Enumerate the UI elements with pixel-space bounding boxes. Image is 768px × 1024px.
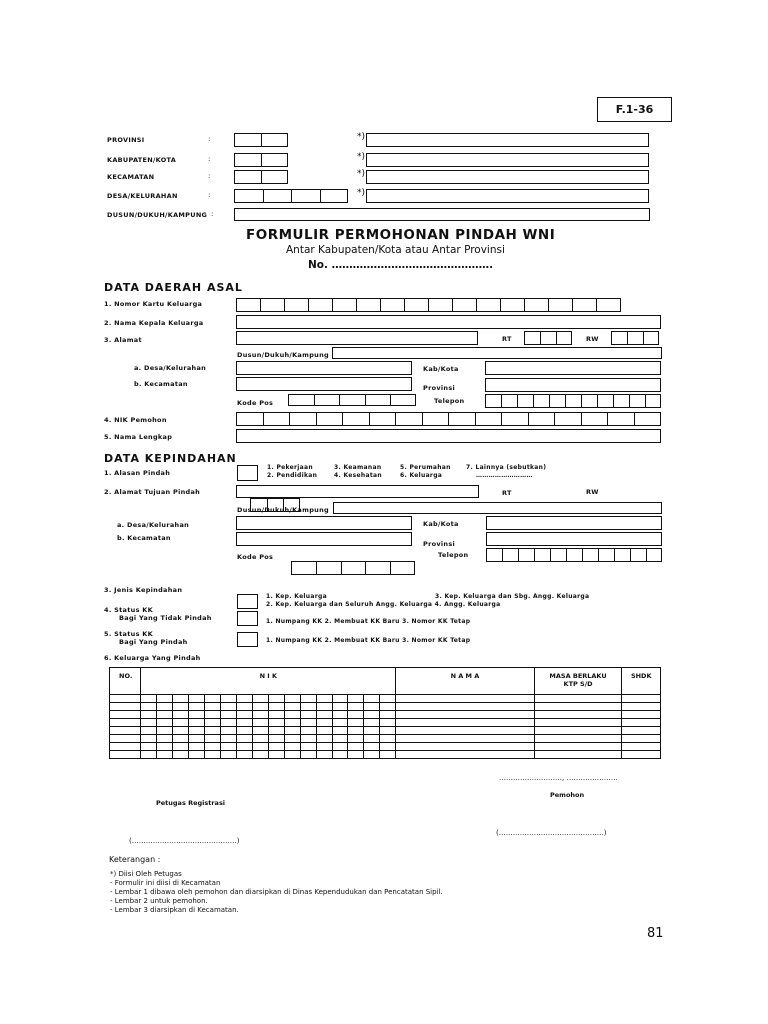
table-cell[interactable] (534, 751, 622, 759)
table-cell[interactable] (205, 703, 221, 711)
kabkota-label: KABUPATEN/KOTA (107, 156, 177, 164)
table-cell[interactable] (284, 743, 300, 751)
asal-kodepos-label: Kode Pos (237, 399, 274, 407)
table-cell[interactable] (364, 751, 380, 759)
table-cell[interactable] (205, 751, 221, 759)
tujuan-kab-input[interactable] (486, 516, 662, 530)
table-cell[interactable] (534, 719, 622, 727)
tujuan-alamat-input[interactable] (236, 485, 479, 498)
asal-desa-input[interactable] (236, 361, 412, 375)
table-cell[interactable] (622, 735, 661, 743)
table-cell[interactable] (364, 743, 380, 751)
table-cell[interactable] (534, 703, 622, 711)
alasan-opt-7: 7. Lainnya (sebutkan) (466, 464, 547, 471)
table-cell[interactable] (189, 735, 205, 743)
table-cell[interactable] (173, 727, 189, 735)
alasan-opt-5: 5. Perumahan (400, 464, 451, 471)
table-cell[interactable] (380, 711, 396, 719)
table-cell[interactable] (252, 743, 268, 751)
alasan-input[interactable] (237, 465, 258, 481)
table-cell[interactable] (157, 727, 173, 735)
table-cell[interactable] (252, 695, 268, 703)
table-row[interactable] (110, 703, 661, 711)
table-cell[interactable] (110, 735, 141, 743)
table-cell[interactable] (141, 695, 157, 703)
table-cell[interactable] (173, 735, 189, 743)
table-cell[interactable] (236, 751, 252, 759)
form-title: FORMULIR PERMOHONAN PINDAH WNI (246, 227, 556, 243)
kabkota-name-input[interactable] (366, 153, 649, 167)
table-cell[interactable] (364, 711, 380, 719)
form-number: No. ………………………………………. (308, 259, 494, 271)
table-cell[interactable] (157, 695, 173, 703)
pemohon-label: Pemohon (550, 791, 585, 799)
status-tidak-input[interactable] (237, 611, 258, 626)
asal-desa-label: a. Desa/Kelurahan (134, 364, 207, 372)
table-cell[interactable] (157, 703, 173, 711)
table-cell[interactable] (141, 751, 157, 759)
kecamatan-star: *) (357, 169, 366, 179)
alasan-opt-6: 6. Keluarga (400, 472, 443, 479)
table-cell[interactable] (348, 719, 364, 727)
col-nik-label: N I K (259, 672, 277, 680)
table-cell[interactable] (236, 735, 252, 743)
status-pindah-options: 1. Numpang KK 2. Membuat KK Baru 3. Nomor KK Tetap (266, 637, 471, 644)
table-row[interactable] (110, 743, 661, 751)
table-cell[interactable] (316, 743, 332, 751)
section-daerah-asal: DATA DAERAH ASAL (104, 281, 243, 294)
col-no-header (110, 668, 141, 695)
asal-alamat-label: 3. Alamat (104, 336, 142, 344)
table-cell[interactable] (252, 703, 268, 711)
table-cell[interactable] (110, 719, 141, 727)
table-cell[interactable] (364, 719, 380, 727)
asal-kec-input[interactable] (236, 377, 412, 391)
table-cell[interactable] (268, 727, 284, 735)
dusun-label: DUSUN/DUKUH/KAMPUNG (107, 211, 208, 219)
table-cell[interactable] (380, 727, 396, 735)
table-cell[interactable] (189, 751, 205, 759)
table-cell[interactable] (236, 695, 252, 703)
table-cell[interactable] (380, 751, 396, 759)
table-cell[interactable] (284, 719, 300, 727)
table-cell[interactable] (236, 711, 252, 719)
table-cell[interactable] (205, 719, 221, 727)
form-code-box (597, 97, 672, 122)
table-cell[interactable] (268, 695, 284, 703)
alasan-opt-4: 4. Kesehatan (334, 472, 382, 479)
table-cell[interactable] (141, 735, 157, 743)
table-cell[interactable] (110, 727, 141, 735)
asal-dusun-input[interactable] (332, 347, 662, 359)
tujuan-telepon-label: Telepon (438, 551, 469, 559)
asal-nik-input[interactable] (236, 412, 661, 426)
table-cell[interactable] (332, 711, 348, 719)
asal-kodepos-input[interactable] (288, 394, 416, 406)
table-cell[interactable] (110, 703, 141, 711)
petugas-name-line: (………………………………………) (129, 837, 240, 845)
asal-prov-input[interactable] (485, 378, 661, 392)
asal-kk-input[interactable] (236, 298, 621, 312)
desa-star: *) (357, 188, 366, 198)
keluarga-table-body (110, 695, 661, 759)
notes-line-5: - Lembar 3 diarsipkan di Kecamatan. (110, 906, 239, 914)
table-cell[interactable] (236, 719, 252, 727)
col-nama-header (396, 668, 534, 695)
table-cell[interactable] (157, 735, 173, 743)
col-shdk-header (622, 668, 661, 695)
table-cell[interactable] (534, 711, 622, 719)
asal-kk-label: 1. Nomor Kartu Keluarga (104, 300, 203, 308)
table-cell[interactable] (268, 703, 284, 711)
status-tidak-options: 1. Numpang KK 2. Membuat KK Baru 3. Nomor KK Tetap (266, 618, 471, 625)
alasan-opt-2: 2. Pendidikan (267, 472, 318, 479)
table-cell[interactable] (173, 711, 189, 719)
table-cell[interactable] (332, 695, 348, 703)
table-cell[interactable] (316, 703, 332, 711)
petugas-label: Petugas Registrasi (156, 799, 226, 807)
kabkota-colon: : (208, 155, 211, 163)
table-row[interactable] (110, 711, 661, 719)
table-cell[interactable] (284, 703, 300, 711)
tujuan-dusun-input[interactable] (333, 502, 662, 514)
alasan-other-line: ……………………… (476, 472, 533, 479)
asal-telepon-input[interactable] (485, 394, 661, 408)
table-cell[interactable] (220, 727, 236, 735)
asal-kepala-input[interactable] (236, 315, 661, 329)
form-subtitle: Antar Kabupaten/Kota atau Antar Provinsi (286, 244, 505, 256)
table-cell[interactable] (348, 743, 364, 751)
table-cell[interactable] (300, 719, 316, 727)
table-cell[interactable] (316, 711, 332, 719)
notes-line-4: - Lembar 2 untuk pemohon. (110, 897, 208, 905)
table-cell[interactable] (173, 703, 189, 711)
kecamatan-code-input[interactable] (234, 170, 288, 184)
table-cell[interactable] (252, 711, 268, 719)
table-cell[interactable] (622, 695, 661, 703)
table-cell[interactable] (364, 703, 380, 711)
table-cell[interactable] (396, 695, 534, 703)
table-cell[interactable] (348, 751, 364, 759)
table-cell[interactable] (300, 711, 316, 719)
table-cell[interactable] (189, 727, 205, 735)
table-cell[interactable] (252, 735, 268, 743)
tujuan-telepon-input[interactable] (486, 548, 662, 562)
table-cell[interactable] (110, 711, 141, 719)
table-cell[interactable] (364, 727, 380, 735)
asal-rw-label: RW (586, 335, 599, 343)
table-cell[interactable] (141, 719, 157, 727)
table-cell[interactable] (173, 751, 189, 759)
alasan-opt-1: 1. Pekerjaan (267, 464, 313, 471)
tujuan-prov-label: Provinsi (423, 540, 456, 548)
tujuan-prov-input[interactable] (486, 532, 662, 546)
desa-label: DESA/KELURAHAN (107, 192, 178, 200)
jenis-opt-2: 2. Kep. Keluarga dan Seluruh Angg. Keluarga 4. Angg. Keluarga (266, 601, 501, 608)
tujuan-desa-input[interactable] (236, 516, 412, 530)
table-cell[interactable] (396, 719, 534, 727)
table-cell[interactable] (236, 703, 252, 711)
notes-line-2: - Formulir ini diisi di Kecamatan (110, 879, 221, 887)
tujuan-kec-input[interactable] (236, 532, 412, 546)
table-row[interactable] (110, 695, 661, 703)
table-cell[interactable] (268, 743, 284, 751)
tujuan-desa-label: a. Desa/Kelurahan (117, 521, 190, 529)
table-cell[interactable] (189, 711, 205, 719)
asal-dusun-label: Dusun/Dukuh/Kampung (237, 351, 329, 359)
col-masa-label-2: KTP S/D (563, 680, 593, 688)
table-cell[interactable] (220, 695, 236, 703)
kecamatan-name-input[interactable] (366, 170, 649, 184)
table-cell[interactable] (300, 743, 316, 751)
table-cell[interactable] (252, 727, 268, 735)
asal-rt-label: RT (502, 335, 512, 343)
status-pindah-sublabel: Bagi Yang Pindah (119, 638, 188, 646)
status-tidak-label: 4. Status KK (104, 606, 153, 614)
asal-kab-label: Kab/Kota (423, 365, 459, 373)
table-cell[interactable] (348, 695, 364, 703)
table-cell[interactable] (268, 735, 284, 743)
table-cell[interactable] (622, 711, 661, 719)
status-tidak-sublabel: Bagi Yang Tidak Pindah (119, 614, 212, 622)
table-cell[interactable] (348, 711, 364, 719)
asal-alamat-input[interactable] (236, 331, 478, 345)
table-cell[interactable] (300, 703, 316, 711)
table-cell[interactable] (332, 735, 348, 743)
col-masa-header (534, 668, 622, 695)
kabkota-star: *) (357, 152, 366, 162)
asal-nik-label: 4. NIK Pemohon (104, 416, 167, 424)
tujuan-kodepos-label: Kode Pos (237, 553, 274, 561)
table-cell[interactable] (220, 711, 236, 719)
jenis-label: 3. Jenis Kepindahan (104, 586, 183, 594)
tujuan-kodepos-input[interactable] (291, 561, 415, 575)
table-cell[interactable] (380, 695, 396, 703)
col-nik-header (141, 668, 396, 695)
asal-nama-label: 5. Nama Lengkap (104, 433, 173, 441)
table-cell[interactable] (534, 727, 622, 735)
desa-colon: : (208, 191, 211, 199)
jenis-input[interactable] (237, 594, 258, 609)
desa-name-input[interactable] (366, 189, 649, 203)
tujuan-label: 2. Alamat Tujuan Pindah (104, 488, 201, 496)
col-nama-label: N A M A (450, 672, 480, 680)
table-cell[interactable] (141, 711, 157, 719)
table-cell[interactable] (284, 751, 300, 759)
notes-line-3: - Lembar 1 dibawa oleh pemohon dan diarsipkan di Dinas Kependudukan dan Pencatatan Sipil. (110, 888, 443, 896)
alasan-label: 1. Alasan Pindah (104, 469, 171, 477)
table-cell[interactable] (110, 743, 141, 751)
table-cell[interactable] (220, 751, 236, 759)
table-cell[interactable] (300, 735, 316, 743)
dusun-colon: : (211, 210, 214, 218)
section-kepindahan: DATA KEPINDAHAN (104, 452, 237, 465)
keluarga-table (109, 667, 661, 759)
status-pindah-label: 5. Status KK (104, 630, 153, 638)
table-cell[interactable] (110, 695, 141, 703)
col-masa-label-1: MASA BERLAKU (549, 672, 607, 680)
table-row[interactable] (110, 727, 661, 735)
signature-date-line: ………………………, …………………. (499, 774, 618, 782)
table-cell[interactable] (300, 727, 316, 735)
table-cell[interactable] (380, 719, 396, 727)
table-cell[interactable] (220, 703, 236, 711)
table-cell[interactable] (189, 695, 205, 703)
table-cell[interactable] (332, 727, 348, 735)
table-cell[interactable] (205, 727, 221, 735)
provinsi-colon: : (208, 135, 211, 143)
table-cell[interactable] (622, 751, 661, 759)
table-cell[interactable] (534, 735, 622, 743)
table-cell[interactable] (141, 727, 157, 735)
asal-kec-label: b. Kecamatan (134, 380, 188, 388)
table-cell[interactable] (173, 719, 189, 727)
table-cell[interactable] (284, 727, 300, 735)
table-cell[interactable] (364, 735, 380, 743)
table-cell[interactable] (348, 703, 364, 711)
table-cell[interactable] (380, 743, 396, 751)
asal-nama-input[interactable] (236, 429, 661, 443)
table-cell[interactable] (396, 735, 534, 743)
asal-telepon-label: Telepon (434, 397, 465, 405)
table-cell[interactable] (622, 703, 661, 711)
table-cell[interactable] (316, 751, 332, 759)
table-cell[interactable] (396, 711, 534, 719)
table-cell[interactable] (173, 743, 189, 751)
desa-code-input[interactable] (234, 189, 348, 203)
table-cell[interactable] (348, 735, 364, 743)
table-cell[interactable] (141, 703, 157, 711)
table-cell[interactable] (534, 743, 622, 751)
tujuan-dusun-label: Dusun/Dukuh/Kampung (237, 506, 329, 514)
table-cell[interactable] (220, 719, 236, 727)
table-cell[interactable] (380, 735, 396, 743)
provinsi-name-input[interactable] (366, 133, 649, 147)
table-cell[interactable] (157, 743, 173, 751)
table-cell[interactable] (316, 719, 332, 727)
table-cell[interactable] (284, 695, 300, 703)
table-row[interactable] (110, 735, 661, 743)
table-cell[interactable] (300, 751, 316, 759)
table-cell[interactable] (332, 743, 348, 751)
col-shdk-label: SHDK (630, 672, 652, 680)
asal-rw-input[interactable] (611, 331, 659, 345)
table-cell[interactable] (316, 727, 332, 735)
tujuan-kec-label: b. Kecamatan (117, 534, 171, 542)
table-cell[interactable] (396, 743, 534, 751)
table-cell[interactable] (252, 751, 268, 759)
page-number: 81 (647, 926, 664, 941)
table-cell[interactable] (396, 727, 534, 735)
tujuan-rt-label: RT (502, 489, 512, 497)
asal-prov-label: Provinsi (423, 384, 456, 392)
table-cell[interactable] (189, 719, 205, 727)
table-cell[interactable] (316, 735, 332, 743)
kecamatan-label: KECAMATAN (107, 173, 155, 181)
asal-kab-input[interactable] (485, 361, 661, 375)
table-cell[interactable] (157, 711, 173, 719)
table-row[interactable] (110, 719, 661, 727)
table-cell[interactable] (268, 711, 284, 719)
table-cell[interactable] (396, 703, 534, 711)
table-cell[interactable] (284, 711, 300, 719)
table-cell[interactable] (236, 743, 252, 751)
pemohon-name-line: (………………………………………) (496, 829, 607, 837)
table-cell[interactable] (205, 735, 221, 743)
table-cell[interactable] (110, 751, 141, 759)
asal-rt-input[interactable] (524, 331, 572, 345)
col-no-label: NO. (119, 672, 133, 680)
table-row[interactable] (110, 751, 661, 759)
table-cell[interactable] (189, 743, 205, 751)
keluarga-label: 6. Keluarga Yang Pindah (104, 654, 201, 662)
asal-kepala-label: 2. Nama Kepala Keluarga (104, 319, 204, 327)
status-pindah-input[interactable] (237, 632, 258, 647)
table-cell[interactable] (364, 695, 380, 703)
provinsi-star: *) (357, 132, 366, 142)
table-cell[interactable] (157, 719, 173, 727)
table-cell[interactable] (316, 695, 332, 703)
table-cell[interactable] (205, 743, 221, 751)
form-code: F.1-36 (615, 103, 654, 116)
dusun-input[interactable] (234, 208, 650, 221)
table-cell[interactable] (220, 743, 236, 751)
alasan-opt-3: 3. Keamanan (334, 464, 382, 471)
table-cell[interactable] (622, 719, 661, 727)
tujuan-kab-label: Kab/Kota (423, 520, 459, 528)
table-cell[interactable] (268, 719, 284, 727)
table-cell[interactable] (622, 727, 661, 735)
provinsi-label: PROVINSI (107, 136, 145, 144)
tujuan-rw-label: RW (586, 488, 599, 496)
table-cell[interactable] (534, 695, 622, 703)
provinsi-code-input[interactable] (234, 133, 288, 147)
table-cell[interactable] (300, 695, 316, 703)
table-header-row (110, 668, 661, 695)
notes-line-1: *) Diisi Oleh Petugas (110, 870, 182, 878)
table-cell[interactable] (157, 751, 173, 759)
table-cell[interactable] (284, 735, 300, 743)
kecamatan-colon: : (208, 172, 211, 180)
jenis-opt-1: 1. Kep. Keluarga (266, 593, 327, 600)
table-cell[interactable] (173, 695, 189, 703)
table-cell[interactable] (622, 743, 661, 751)
table-cell[interactable] (205, 711, 221, 719)
table-cell[interactable] (252, 719, 268, 727)
table-cell[interactable] (220, 735, 236, 743)
table-cell[interactable] (396, 751, 534, 759)
table-cell[interactable] (189, 703, 205, 711)
table-cell[interactable] (268, 751, 284, 759)
jenis-opt-3: 3. Kep. Keluarga dan Sbg. Angg. Keluarga (435, 593, 590, 600)
table-cell[interactable] (236, 727, 252, 735)
table-cell[interactable] (332, 719, 348, 727)
kabkota-code-input[interactable] (234, 153, 288, 167)
table-cell[interactable] (380, 703, 396, 711)
notes-title: Keterangan : (109, 855, 161, 864)
table-cell[interactable] (205, 695, 221, 703)
table-cell[interactable] (332, 751, 348, 759)
table-cell[interactable] (141, 743, 157, 751)
table-cell[interactable] (348, 727, 364, 735)
table-cell[interactable] (332, 703, 348, 711)
